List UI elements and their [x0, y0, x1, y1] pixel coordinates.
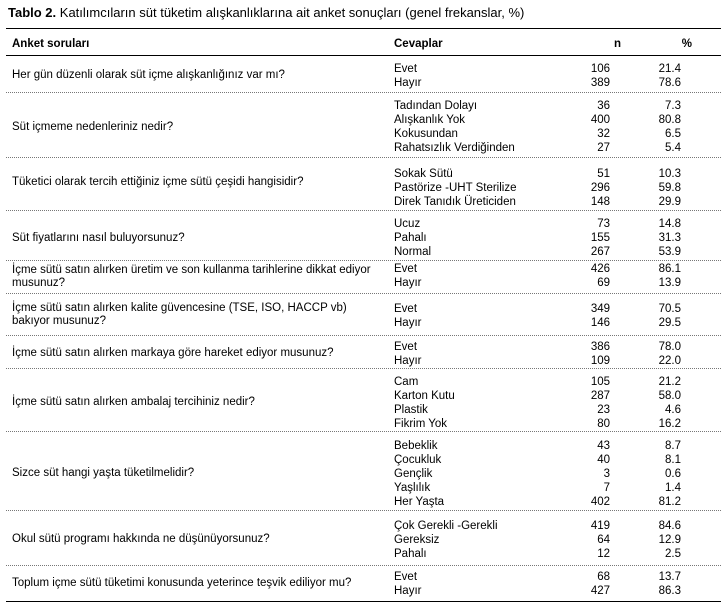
answer-percent: 2.5 [665, 548, 681, 560]
answer-label: Normal [394, 246, 432, 258]
answer-count: 426 [590, 263, 610, 275]
answer-label: Fikrim Yok [394, 418, 448, 430]
question-text: İçme sütü satın alırken üretim ve son kullanma tarihlerine dikkat ediyor musunuz? [12, 264, 371, 289]
answer-row [0, 389, 715, 403]
answer-count: 402 [590, 496, 610, 508]
answer-row [0, 495, 715, 509]
answer-count: 105 [590, 376, 610, 388]
answer-percent: 78.6 [658, 77, 681, 89]
row-separator [6, 293, 721, 294]
answer-percent: 80.8 [658, 114, 681, 126]
answer-percent: 84.6 [658, 520, 681, 532]
answer-count: 36 [597, 100, 610, 112]
question-text: Süt fiyatlarını nasıl buluyorsunuz? [12, 232, 185, 244]
answer-label: Gençlik [394, 468, 433, 480]
answer-label: Karton Kutu [394, 390, 455, 402]
row-separator [6, 431, 721, 432]
answer-percent: 7.3 [665, 100, 681, 112]
answer-percent: 86.1 [658, 263, 681, 275]
answer-count: 400 [590, 114, 610, 126]
answer-percent: 14.8 [658, 218, 681, 230]
header-n: n [613, 38, 621, 50]
answer-count: 43 [597, 440, 610, 452]
header-answers: Cevaplar [394, 38, 443, 50]
answer-label: Çocukluk [394, 454, 442, 466]
answer-label: Hayır [394, 317, 422, 329]
answer-count: 73 [597, 218, 610, 230]
header-percent: % [681, 38, 692, 50]
answer-row [0, 354, 715, 368]
row-separator [6, 565, 721, 566]
answer-percent: 21.4 [658, 63, 681, 75]
answer-count: 349 [590, 303, 610, 315]
answer-row [0, 127, 715, 141]
answer-label: Ucuz [394, 218, 421, 230]
answer-label: Evet [394, 303, 418, 315]
header-bottom-rule [6, 55, 721, 56]
answer-row [0, 519, 715, 533]
answer-row [0, 62, 715, 76]
row-separator [6, 210, 721, 211]
answer-row [0, 76, 715, 90]
answer-label: Her Yaşta [394, 496, 445, 508]
answer-count: 3 [603, 468, 610, 480]
question-text: İçme sütü satın alırken ambalaj tercihiniz nedir? [12, 396, 255, 408]
table-bottom-rule [6, 601, 721, 602]
header-question: Anket soruları [12, 38, 90, 50]
caption-text: Katılımcıların süt tüketim alışkanlıklarına ait anket sonuçları (genel frekanslar, %) [59, 5, 525, 20]
answer-row [0, 245, 715, 259]
answer-percent: 5.4 [665, 142, 681, 154]
answer-row [0, 262, 715, 276]
answer-count: 12 [597, 548, 610, 560]
answer-count: 296 [590, 182, 610, 194]
answer-count: 64 [597, 534, 610, 546]
answer-count: 23 [597, 404, 610, 416]
answer-percent: 0.6 [665, 468, 681, 480]
answer-label: Rahatsızlık Verdiğinden [394, 142, 515, 154]
answer-row [0, 533, 715, 547]
answer-percent: 6.5 [665, 128, 681, 140]
answer-percent: 13.7 [658, 571, 681, 583]
answer-row [0, 113, 715, 127]
answer-percent: 31.3 [658, 232, 681, 244]
answer-row [0, 231, 715, 245]
answer-label: Tadından Dolayı [394, 100, 478, 112]
answer-row [0, 167, 715, 181]
answer-label: Direk Tanıdık Üreticiden [394, 196, 516, 208]
answer-count: 146 [590, 317, 610, 329]
answer-percent: 13.9 [658, 277, 681, 289]
answer-percent: 29.9 [658, 196, 681, 208]
answer-row [0, 403, 715, 417]
row-separator [6, 157, 721, 158]
answer-row [0, 467, 715, 481]
answer-label: Alışkanlık Yok [394, 114, 465, 126]
table-top-rule [6, 28, 721, 29]
answer-percent: 21.2 [658, 376, 681, 388]
answer-row [0, 375, 715, 389]
row-separator [6, 92, 721, 93]
answer-percent: 70.5 [658, 303, 681, 315]
answer-row [0, 481, 715, 495]
answer-label: Evet [394, 341, 418, 353]
answer-row [0, 417, 715, 431]
answer-label: Hayır [394, 355, 422, 367]
answer-percent: 1.4 [665, 482, 681, 494]
answer-label: Bebeklik [394, 440, 438, 452]
answer-label: Evet [394, 263, 418, 275]
answer-row [0, 570, 715, 584]
row-separator [6, 335, 721, 336]
answer-label: Pahalı [394, 548, 427, 560]
answer-label: Hayır [394, 585, 422, 597]
answer-label: Hayır [394, 277, 422, 289]
answer-count: 80 [597, 418, 610, 430]
question-text: Toplum içme sütü tüketimi konusunda yeterince teşvik ediliyor mu? [12, 577, 352, 589]
answer-count: 7 [603, 482, 610, 494]
answer-label: Plastik [394, 404, 428, 416]
answer-row [0, 99, 715, 113]
caption-label: Tablo 2. [8, 5, 57, 20]
table-caption [8, 5, 524, 20]
answer-count: 109 [590, 355, 610, 367]
question-text: Süt içmeme nedenleriniz nedir? [12, 121, 174, 133]
answer-row [0, 453, 715, 467]
question-text: Tüketici olarak tercih ettiğiniz içme sütü çeşidi hangisidir? [12, 176, 304, 188]
answer-count: 287 [590, 390, 610, 402]
row-separator [6, 510, 721, 511]
answer-row [0, 195, 715, 209]
answer-count: 106 [590, 63, 610, 75]
answer-count: 69 [597, 277, 610, 289]
answer-percent: 58.0 [658, 390, 681, 402]
answer-row [0, 439, 715, 453]
answer-row [0, 302, 715, 316]
answer-percent: 53.9 [658, 246, 681, 258]
answer-percent: 78.0 [658, 341, 681, 353]
answer-label: Hayır [394, 77, 422, 89]
answer-label: Çok Gerekli -Gerekli [394, 520, 498, 532]
answer-row [0, 316, 715, 330]
answer-count: 267 [590, 246, 610, 258]
answer-count: 419 [590, 520, 610, 532]
answer-percent: 22.0 [658, 355, 681, 367]
answer-percent: 8.7 [665, 440, 681, 452]
answer-percent: 12.9 [658, 534, 681, 546]
answer-row [0, 181, 715, 195]
answer-count: 389 [590, 77, 610, 89]
answer-percent: 86.3 [658, 585, 681, 597]
question-text: Her gün düzenli olarak süt içme alışkanlığınız var mı? [12, 69, 285, 81]
answer-row [0, 276, 715, 290]
answer-count: 427 [590, 585, 610, 597]
answer-row [0, 340, 715, 354]
answer-label: Evet [394, 571, 418, 583]
answer-count: 148 [590, 196, 610, 208]
answer-count: 155 [590, 232, 610, 244]
answer-percent: 8.1 [665, 454, 681, 466]
row-separator [6, 368, 721, 369]
answer-count: 68 [597, 571, 610, 583]
answer-percent: 4.6 [665, 404, 681, 416]
question-text: Sizce süt hangi yaşta tüketilmelidir? [12, 467, 195, 479]
answer-percent: 29.5 [658, 317, 681, 329]
answer-label: Pahalı [394, 232, 427, 244]
answer-percent: 59.8 [658, 182, 681, 194]
answer-percent: 10.3 [658, 168, 681, 180]
answer-label: Kokusundan [394, 128, 458, 140]
answer-count: 51 [597, 168, 610, 180]
answer-row [0, 547, 715, 561]
answer-label: Gereksiz [394, 534, 440, 546]
answer-percent: 16.2 [658, 418, 681, 430]
row-separator [6, 260, 721, 261]
answer-row [0, 141, 715, 155]
answer-label: Evet [394, 63, 418, 75]
answer-count: 27 [597, 142, 610, 154]
answer-row [0, 217, 715, 231]
answer-percent: 81.2 [658, 496, 681, 508]
question-text: Okul sütü programı hakkında ne düşünüyorsunuz? [12, 533, 270, 545]
answer-row [0, 584, 715, 598]
answer-count: 40 [597, 454, 610, 466]
question-text: İçme sütü satın alırken markaya göre hareket ediyor musunuz? [12, 347, 334, 359]
answer-count: 32 [597, 128, 610, 140]
answer-label: Pastörize -UHT Sterilize [394, 182, 517, 194]
question-text: İçme sütü satın alırken kalite güvencesine (TSE, ISO, HACCP vb) bakıyor musunuz? [12, 302, 347, 327]
answer-label: Yaşlılık [394, 482, 431, 494]
answer-label: Cam [394, 376, 419, 388]
answer-count: 386 [590, 341, 610, 353]
answer-label: Sokak Sütü [394, 168, 453, 180]
